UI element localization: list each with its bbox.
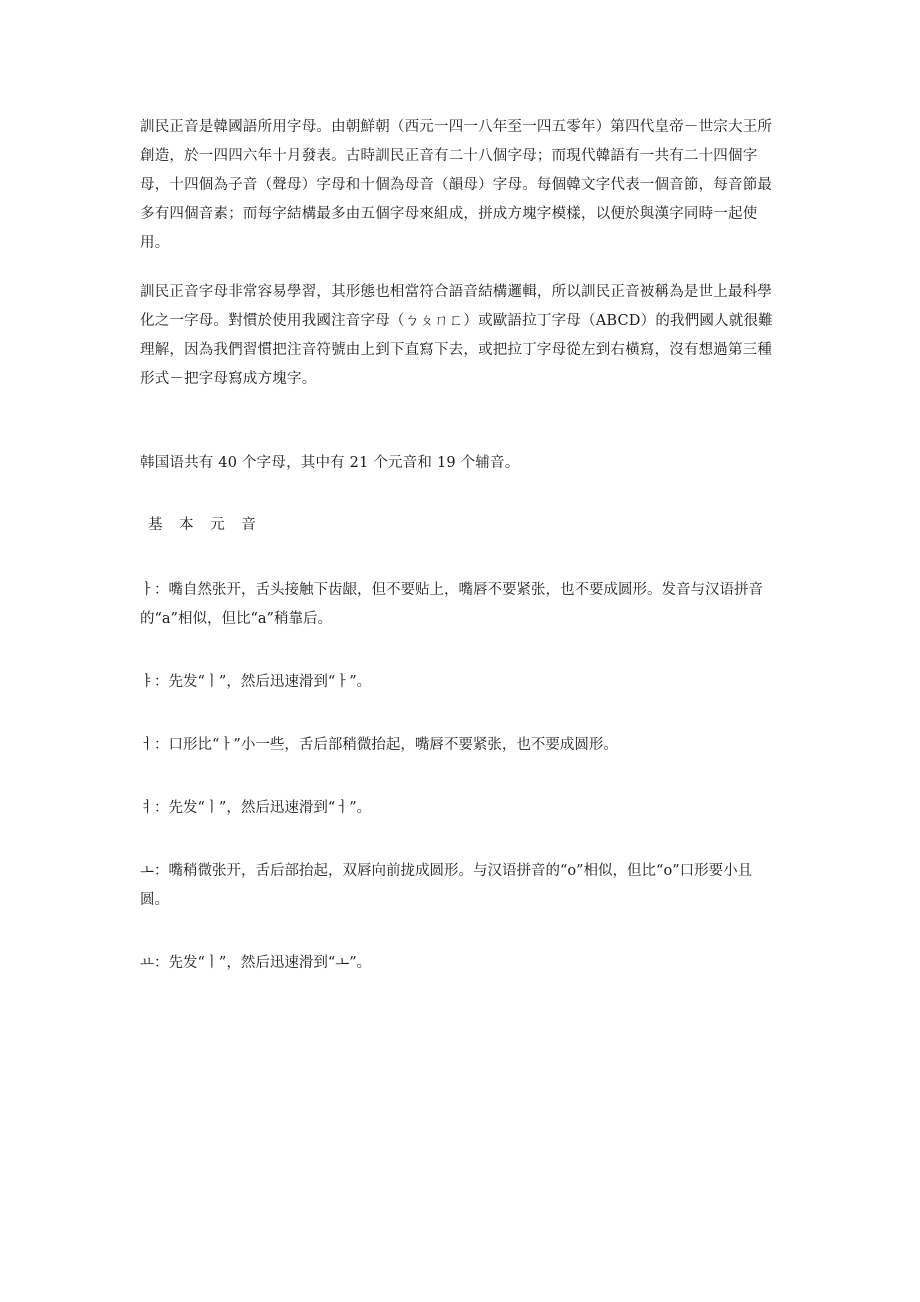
alphabet-count-paragraph: 韩国语共有 40 个字母，其中有 21 个元音和 19 个辅音。 xyxy=(140,455,520,471)
vowel-entry-eo: ㅓ：口形比“ㅏ”小一些，舌后部稍微抬起，嘴唇不要紧张，也不要成圆形。 xyxy=(140,737,618,753)
section-heading-basic-vowels: 基 本 元 音 xyxy=(148,517,262,533)
intro-paragraph: 訓民正音是韓國語所用字母。由朝鮮朝（西元一四一八年至一四五零年）第四代皇帝－世宗大王所創造，於一四四六年十月發表。古時訓民正音有二十八個字母；而現代韓語有一共有二十四個字母，十四個為子音（聲母）字母和十個為母音（韻母）字母。每個韓文字代表一個音節，每音節最多有四個音素；而每字結構最多由五個字母來組成，拼成方塊字模樣，以便於與漢字同時一起使用。 xyxy=(140,119,773,251)
learning-paragraph: 訓民正音字母非常容易學習，其形態也相當符合語音結構邏輯，所以訓民正音被稱為是世上最科學化之一字母。對慣於使用我國注音字母（ㄅㄆㄇㄈ）或歐語拉丁字母（ABCD）的我們國人就很難理解，因為我們習慣把注音符號由上到下直寫下去，或把拉丁字母從左到右橫寫，沒有想過第三種形式－把字母寫成方塊字。 xyxy=(140,284,773,387)
vowel-entry-o: ㅗ：嘴稍微张开，舌后部抬起，双唇向前拢成圆形。与汉语拼音的“o”相似，但比“o”口形要小且圆。 xyxy=(140,863,753,908)
vowel-entry-yo: ㅛ：先发“ㅣ”，然后迅速滑到“ㅗ”。 xyxy=(140,955,372,971)
vowel-entry-yeo: ㅕ：先发“ㅣ”，然后迅速滑到“ㅓ”。 xyxy=(140,800,372,816)
vowel-entry-ya: ㅑ：先发“ㅣ”，然后迅速滑到“ㅏ”。 xyxy=(140,674,372,690)
document-page xyxy=(140,113,780,1012)
vowel-entry-a: ㅏ：嘴自然张开，舌头接触下齿龈，但不要贴上，嘴唇不要紧张，也不要成圆形。发音与汉语拼音的“a”相似，但比“a”稍靠后。 xyxy=(140,582,764,627)
